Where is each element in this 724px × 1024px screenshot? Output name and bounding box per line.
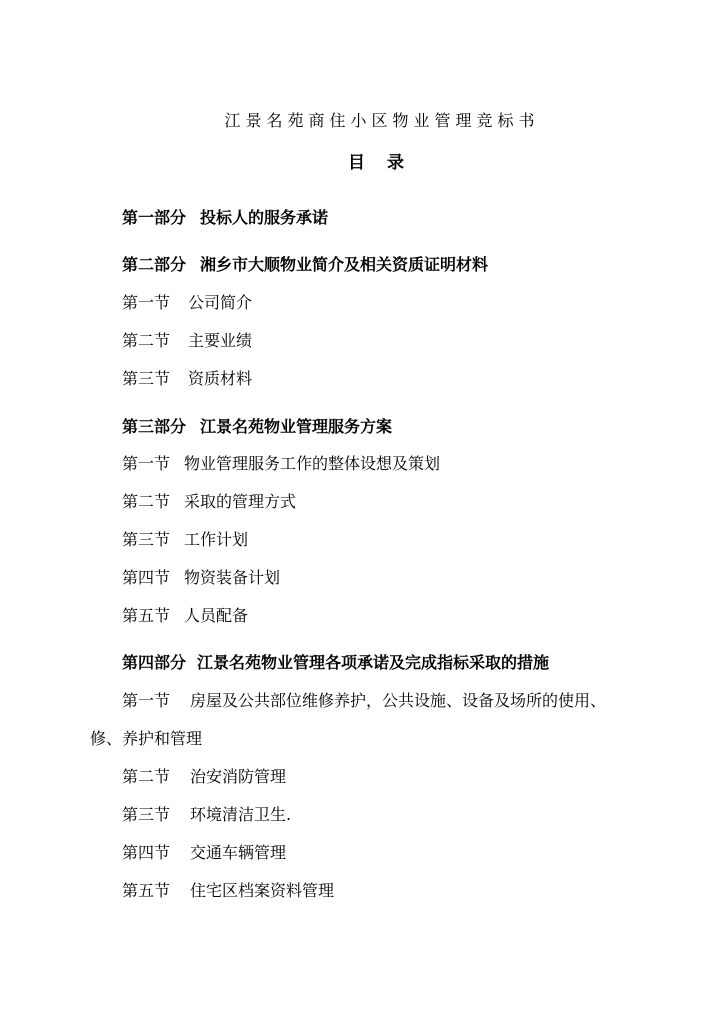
section-title: 主要业绩 (188, 331, 253, 350)
part-title: 投标人的服务承诺 (200, 208, 329, 227)
toc-section[interactable] (122, 529, 248, 551)
section-title: 治安消防管理 (190, 767, 287, 786)
section-label: 第三节 (122, 369, 171, 388)
document-title: 江景名苑商住小区物业管理竞标书 (224, 111, 540, 130)
section-label: 第五节 (122, 606, 171, 625)
toc-section[interactable] (122, 368, 252, 390)
toc-section[interactable] (122, 842, 286, 864)
section-label: 第一节 (122, 293, 171, 312)
section-title: 交通车辆管理 (190, 843, 287, 862)
toc-section[interactable] (122, 491, 296, 513)
part-label: 第二部分 (122, 255, 187, 274)
section-label: 第二节 (122, 331, 171, 350)
toc-section[interactable] (122, 292, 252, 314)
toc-section[interactable] (122, 605, 248, 627)
section-title: 房屋及公共部位维修养护，公共设施、设备及场所的使用、 (190, 691, 607, 710)
section-title: 资质材料 (188, 369, 253, 388)
section-label: 第二节 (122, 492, 171, 511)
section-label: 第四节 (122, 843, 171, 862)
toc-heading-char-2: 录 (387, 153, 404, 173)
section-title: 工作计划 (184, 530, 249, 549)
toc-part-3[interactable] (122, 416, 392, 438)
section-title: 物业管理服务工作的整体设想及策划 (184, 454, 441, 473)
section-label: 第一节 (122, 454, 171, 473)
section-label: 第二节 (122, 767, 171, 786)
section-title: 物资装备计划 (184, 568, 281, 587)
section-title-continuation: 修、养护和管理 (90, 729, 203, 748)
section-title: 人员配备 (184, 606, 249, 625)
toc-section[interactable] (122, 690, 606, 712)
section-title: 采取的管理方式 (184, 492, 297, 511)
section-label: 第五节 (122, 881, 171, 900)
part-label: 第三部分 (122, 417, 187, 436)
toc-part-2[interactable] (122, 254, 488, 276)
part-title: 江景名苑物业管理服务方案 (200, 417, 393, 436)
section-title: 环境清洁卫生. (190, 805, 292, 824)
toc-section[interactable] (122, 766, 286, 788)
part-title: 湘乡市大顺物业简介及相关资质证明材料 (200, 255, 489, 274)
toc-section[interactable] (122, 804, 291, 826)
section-label: 第三节 (122, 530, 171, 549)
toc-part-1[interactable] (122, 207, 328, 229)
toc-heading (0, 148, 724, 173)
part-label: 第四部分 (122, 653, 187, 672)
toc-heading-char-1: 目 (348, 153, 365, 173)
section-label: 第四节 (122, 568, 171, 587)
toc-section[interactable] (122, 567, 280, 589)
toc-section[interactable] (122, 330, 252, 352)
toc-part-4[interactable] (122, 652, 549, 674)
section-label: 第三节 (122, 805, 171, 824)
part-label: 第一部分 (122, 208, 187, 227)
toc-section-continuation[interactable] (90, 728, 202, 750)
section-title: 住宅区档案资料管理 (190, 881, 335, 900)
part-title: 江景名苑物业管理各项承诺及完成指标采取的措施 (197, 653, 550, 672)
section-title: 公司简介 (188, 293, 253, 312)
section-label: 第一节 (122, 691, 171, 710)
toc-section[interactable] (122, 453, 440, 475)
toc-section[interactable] (122, 880, 334, 902)
